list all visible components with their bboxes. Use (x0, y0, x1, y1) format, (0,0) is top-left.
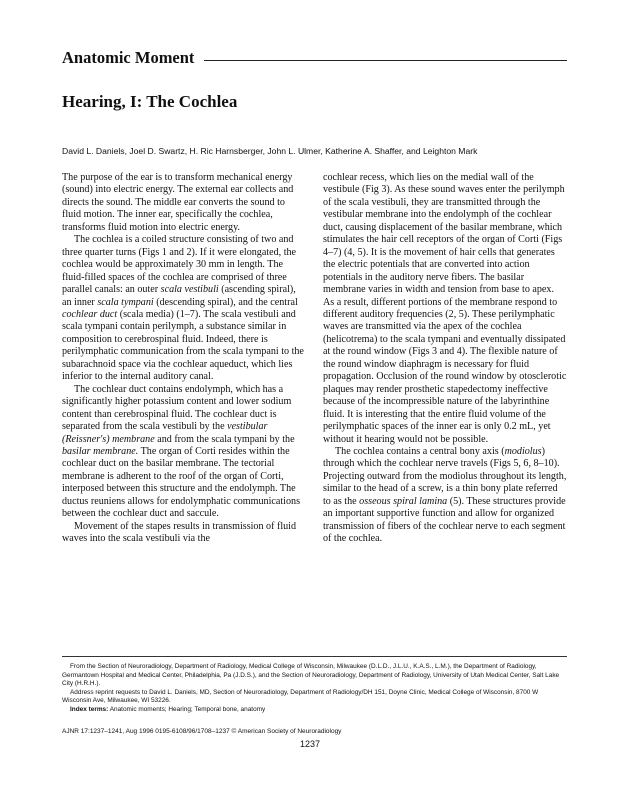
text-run: The cochlear duct contains endolymph, which has a significantly higher potassium content and lower sodium content than cerebrospinal fluid. The cochlear duct is separated from the scala vestibuli by the (62, 383, 292, 433)
term-scala-vestibuli: scala vestibuli (160, 284, 219, 296)
text-run: (scala media) (1–7). The scala vestibuli and scala tympani contain perilymph, a substance similar in composition to cerebrospinal fluid. Indeed, there is perilymphatic communication from the scala tympani to the subarachnoid space via the cochlear aqueduct, which lies inferior to the internal auditory canal. (62, 308, 304, 383)
term-vestibular-membrane: vestibular (Reissner's) membrane (62, 421, 268, 445)
text-run: (ascending spiral), an inner (62, 284, 296, 308)
term-basilar-membrane: basilar membrane. (62, 445, 139, 457)
right-column (323, 172, 567, 546)
term-modiolus: modiolus (504, 445, 542, 457)
index-terms-label: Index terms: (70, 705, 109, 713)
text-run: The organ of Corti resides within the cochlear duct on the basilar membrane. The tectorial membrane is adherent to the roof of the organ of Corti, interposed between this structure and the endolymph. The ductus reuniens allows for endolymphatic communications between the cochlear duct and saccule. (62, 445, 300, 520)
footnotes (62, 663, 568, 714)
paragraph-1 (62, 172, 306, 234)
text-run: The purpose of the ear is to transform mechanical energy (sound) into electric energy. The external ear collects and directs the sound. The middle ear converts the sound to fluid motion. The inner ear, specifically the cochlea, transforms fluid motion into electric energy. (62, 172, 294, 233)
author-list: David L. Daniels, Joel D. Swartz, H. Ric Harnsberger, John L. Ulmer, Katherine A. Shaffer, and Leighton Mark (62, 146, 478, 156)
section-title: Anatomic Moment (62, 48, 195, 67)
text-run: cochlear recess, which lies on the medial wall of the vestibule (Fig 3). As these sound waves enter the perilymph of the scala vestibuli, they are transmitted through the vestibular membrane into the endolymph of the cochlear duct, causing displacement of the basilar membrane, which stimulates the hair cell receptors of the organ of Corti (Figs 4–7) (4, 5). It is the movement of hair cells that generates the electric potentials that are converted into action potentials in the auditory nerve fibers. The basilar membrane varies in width and tension from base to apex. As a result, different portions of the membrane respond to different auditory frequencies (2, 5). These perilymphatic waves are transmitted via the apex of the cochlea (helicotrema) to the scala tympani and eventually dissipated at the round window (Figs 3 and 4). The flexible nature of the round window diaphragm is necessary for fluid propagation. Occlusion of the round window by otosclerotic plaques may render prosthetic stapedectomy ineffective because of the incompressible nature of the labyrinthine fluid. It is interesting that the entire fluid volume of the perilymphatic spaces of the inner ear is only 0.2 mL, yet without it hearing would not be possible. (323, 172, 567, 445)
journal-citation: AJNR 17:1237–1241, Aug 1996 0195-6108/96/1708–1237 © American Society of Neuroradiology (62, 728, 342, 735)
text-run: The cochlea is a coiled structure consisting of two and three quarter turns (Figs 1 and 2). If it were elongated, the cochlea would be approximately 30 mm in length. The fluid-filled spaces of the cochlea are comprised of three parallel canals: an outer (62, 234, 297, 296)
text-run: and from the scala tympani by the (154, 433, 295, 445)
left-column (62, 172, 306, 546)
paragraph-2 (62, 234, 306, 383)
footnote-rule (62, 656, 567, 657)
index-terms-list: Anatomic moments; Hearing; Temporal bone, anatomy (108, 705, 266, 713)
text-run: Movement of the stapes results in transmission of fluid waves into the scala vestibuli via the (62, 520, 297, 545)
paragraph-6 (323, 446, 567, 546)
text-run: (descending spiral), and the central (153, 296, 298, 308)
text-run: ) through which the cochlear nerve travels (Figs 5, 6, 8–10). Projecting outward from the modiolus throughout its length, similar to the head of a screw, is a thin bony plate referred to as the (323, 445, 567, 507)
paragraph-5 (323, 172, 567, 446)
text-run: (5). These structures provide an important supportive function and allow for organized transmission of fibers of the cochlear nerve to each segment of the cochlea. (323, 495, 566, 545)
reprint-note: Address reprint requests to David L. Daniels, MD, Section of Neuroradiology, Department of Radiology/DH 151, Doyne Clinic, Medical College of Wisconsin, 8700 W Wisconsin Ave, Milwaukee, WI 53226. (62, 688, 539, 705)
page-number: 1237 (299, 739, 321, 749)
term-scala-tympani: scala tympani (97, 296, 154, 308)
header-rule (204, 60, 567, 61)
term-osseous-spiral-lamina: osseous spiral lamina (359, 495, 448, 507)
term-cochlear-duct: cochlear duct (62, 308, 118, 320)
paragraph-3 (62, 384, 306, 521)
section-header (62, 48, 567, 68)
affiliations-note: From the Section of Neuroradiology, Department of Radiology, Medical College of Wisconsin, Milwaukee (D.L.D., J.L.U., K.A.S., L.M.), the Department of Radiology, Germantown Hospital and Medical Center, Philadelphia, Pa (J.D.S.), and the Section of Neuroradiology, Department of Radiology, University of Utah Medical Center, Salt Lake City (H.R.H.). (62, 663, 560, 688)
text-run: The cochlea contains a central bony axis ( (335, 445, 505, 457)
paragraph-4 (62, 521, 306, 546)
article-title: Hearing, I: The Cochlea (62, 92, 238, 111)
index-terms (62, 706, 568, 715)
